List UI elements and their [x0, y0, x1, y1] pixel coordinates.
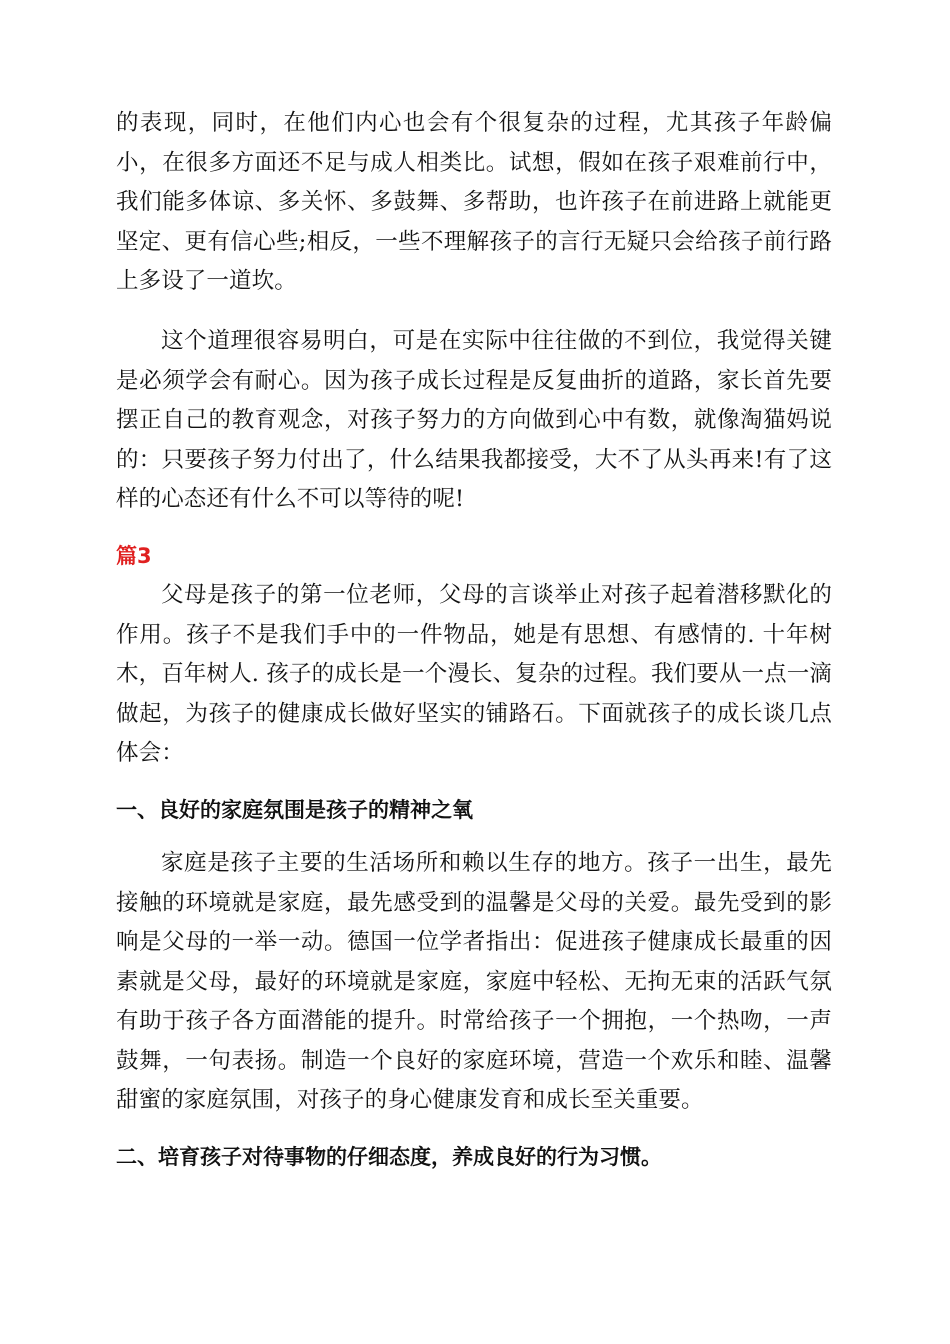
section-title: 篇3: [116, 543, 152, 568]
paragraph-2: 这个道理很容易明白，可是在实际中往往做的不到位，我觉得关键是必须学会有耐心。因为孩子成长过程是反复曲折的道路，家长首先要摆正自己的教育观念，对孩子努力的方向做到心中有数，就像淘猫妈说的：只要孩子努力付出了，什么结果我都接受，大不了从头再来!有了这样的心态还有什么不可以等待的呢!: [116, 327, 832, 513]
paragraph-3: 父母是孩子的第一位老师，父母的言谈举止对孩子起着潜移默化的作用。孩子不是我们手中的一件物品，她是有思想、有感情的. 十年树木，百年树人. 孩子的成长是一个漫长、复杂的过程。我们要从一点一滴做起，为孩子的健康成长做好坚实的铺路石。下面就孩子的成长谈几点体会：: [116, 581, 832, 767]
document-page: [116, 104, 832, 1175]
paragraph-4: 家庭是孩子主要的生活场所和赖以生存的地方。孩子一出生，最先接触的环境就是家庭，最先感受到的温馨是父母的关爱。最先受到的影响是父母的一举一动。德国一位学者指出：促进孩子健康成长最重的因素就是父母，最好的环境就是家庭，家庭中轻松、无拘无束的活跃气氛有助于孩子各方面潜能的提升。时常给孩子一个拥抱，一个热吻，一声鼓舞，一句表扬。制造一个良好的家庭环境，营造一个欢乐和睦、温馨甜蜜的家庭氛围，对孩子的身心健康发育和成长至关重要。: [116, 849, 832, 1114]
heading-2: 二、培育孩子对待事物的仔细态度，养成良好的行为习惯。: [116, 1145, 662, 1170]
paragraph-1: 的表现，同时，在他们内心也会有个很复杂的过程，尤其孩子年龄偏小，在很多方面还不足与成人相类比。试想，假如在孩子艰难前行中，我们能多体谅、多关怀、多鼓舞、多帮助，也许孩子在前进路上就能更坚定、更有信心些;相反，一些不理解孩子的言行无疑只会给孩子前行路上多设了一道坎。: [116, 110, 832, 295]
heading-1: 一、良好的家庭氛围是孩子的精神之氧: [116, 797, 473, 822]
